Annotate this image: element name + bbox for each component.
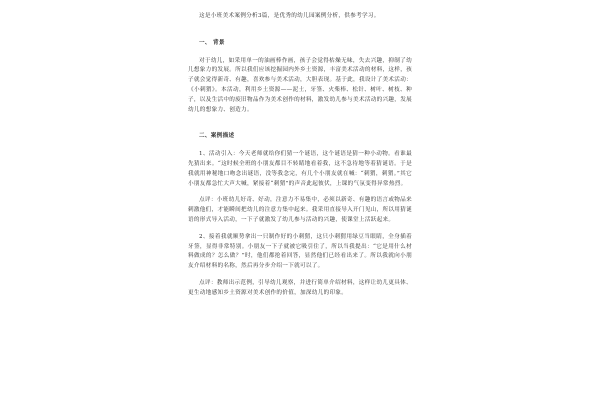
intro-paragraph: 这是小班美术案例分析3篇，是优秀的幼儿园案例分析，供参考学习。 <box>199 13 380 19</box>
section-heading-background: 一、 背景 <box>199 39 225 46</box>
section-heading-case: 二、案例描述 <box>199 133 235 140</box>
case-paragraph-1: 1、活动引入：今天老师就给你们猜一个谜语，这个谜语是猜一种小动物。看谁最先猜出来。“这时候全班的小朋友都目不转睛地看着我，这不急待地等着猜谜语。于是我就用神秘地口吻念出谜语，没等我念完，有几个小朋友就在喊：“刺猬，刺猬。”其它小朋友都急忙大声大喊，紧接着“刺猬”的声音此起彼伏，上课的气氛变得异常热烈。 <box>188 151 412 187</box>
comment-paragraph-1: 点评：小班幼儿好奇、好动，注意力不易集中，必须以新奇、有趣的语言或物品来刺激他们，才能瞬间把幼儿的注意力集中起来。我采用直接导入开门见山，所以用猜谜语的形式导入活动，一下子就激发了幼儿参与活动的兴趣，使课堂上活跃起来。 <box>188 197 412 223</box>
document-body <box>188 12 412 306</box>
comment-paragraph-2: 点评：教师出示范例，引导幼儿观察，并进行简单介绍材料，这样让幼儿更具体、更生动地感知乡土资源对美术创作的价值，加深幼儿的印象。 <box>188 279 412 296</box>
case-paragraph-2: 2、接着我就顺势拿出一只制作好的小刺猬，这只小刺猬用绿豆当眼睛，全身插着牙签，显得非常特别。小朋友一下子就被它吸引住了，所以当我提出：“它是用什么材料做成的？怎么做？”时，他们都抢着回答，显然他们已经看出来了。所以我就向小朋友介绍材料的名称，然后再分步介绍一下就可以了。 <box>188 233 412 270</box>
background-paragraph: 对于幼儿，如采用单一的油画棒作画，孩子会觉得枯燥无味，失去兴趣，抑制了幼儿想象力的发展。所以我们应该挖掘园内外乡土资源，丰富美术活动的材料，这样，孩子就会觉得新奇、有趣，喜欢参与美术活动，大胆表现。基于此，我设计了美术活动：《小刺猬》。本活动，利用乡土资源——泥土，牙签、火柴棒、松针、树叶、树枝、种子，以及生活中的废旧物品作为美术创作的材料，激发幼儿参与美术活动的兴趣，发展幼儿的想象力、创造力。 <box>188 57 412 113</box>
